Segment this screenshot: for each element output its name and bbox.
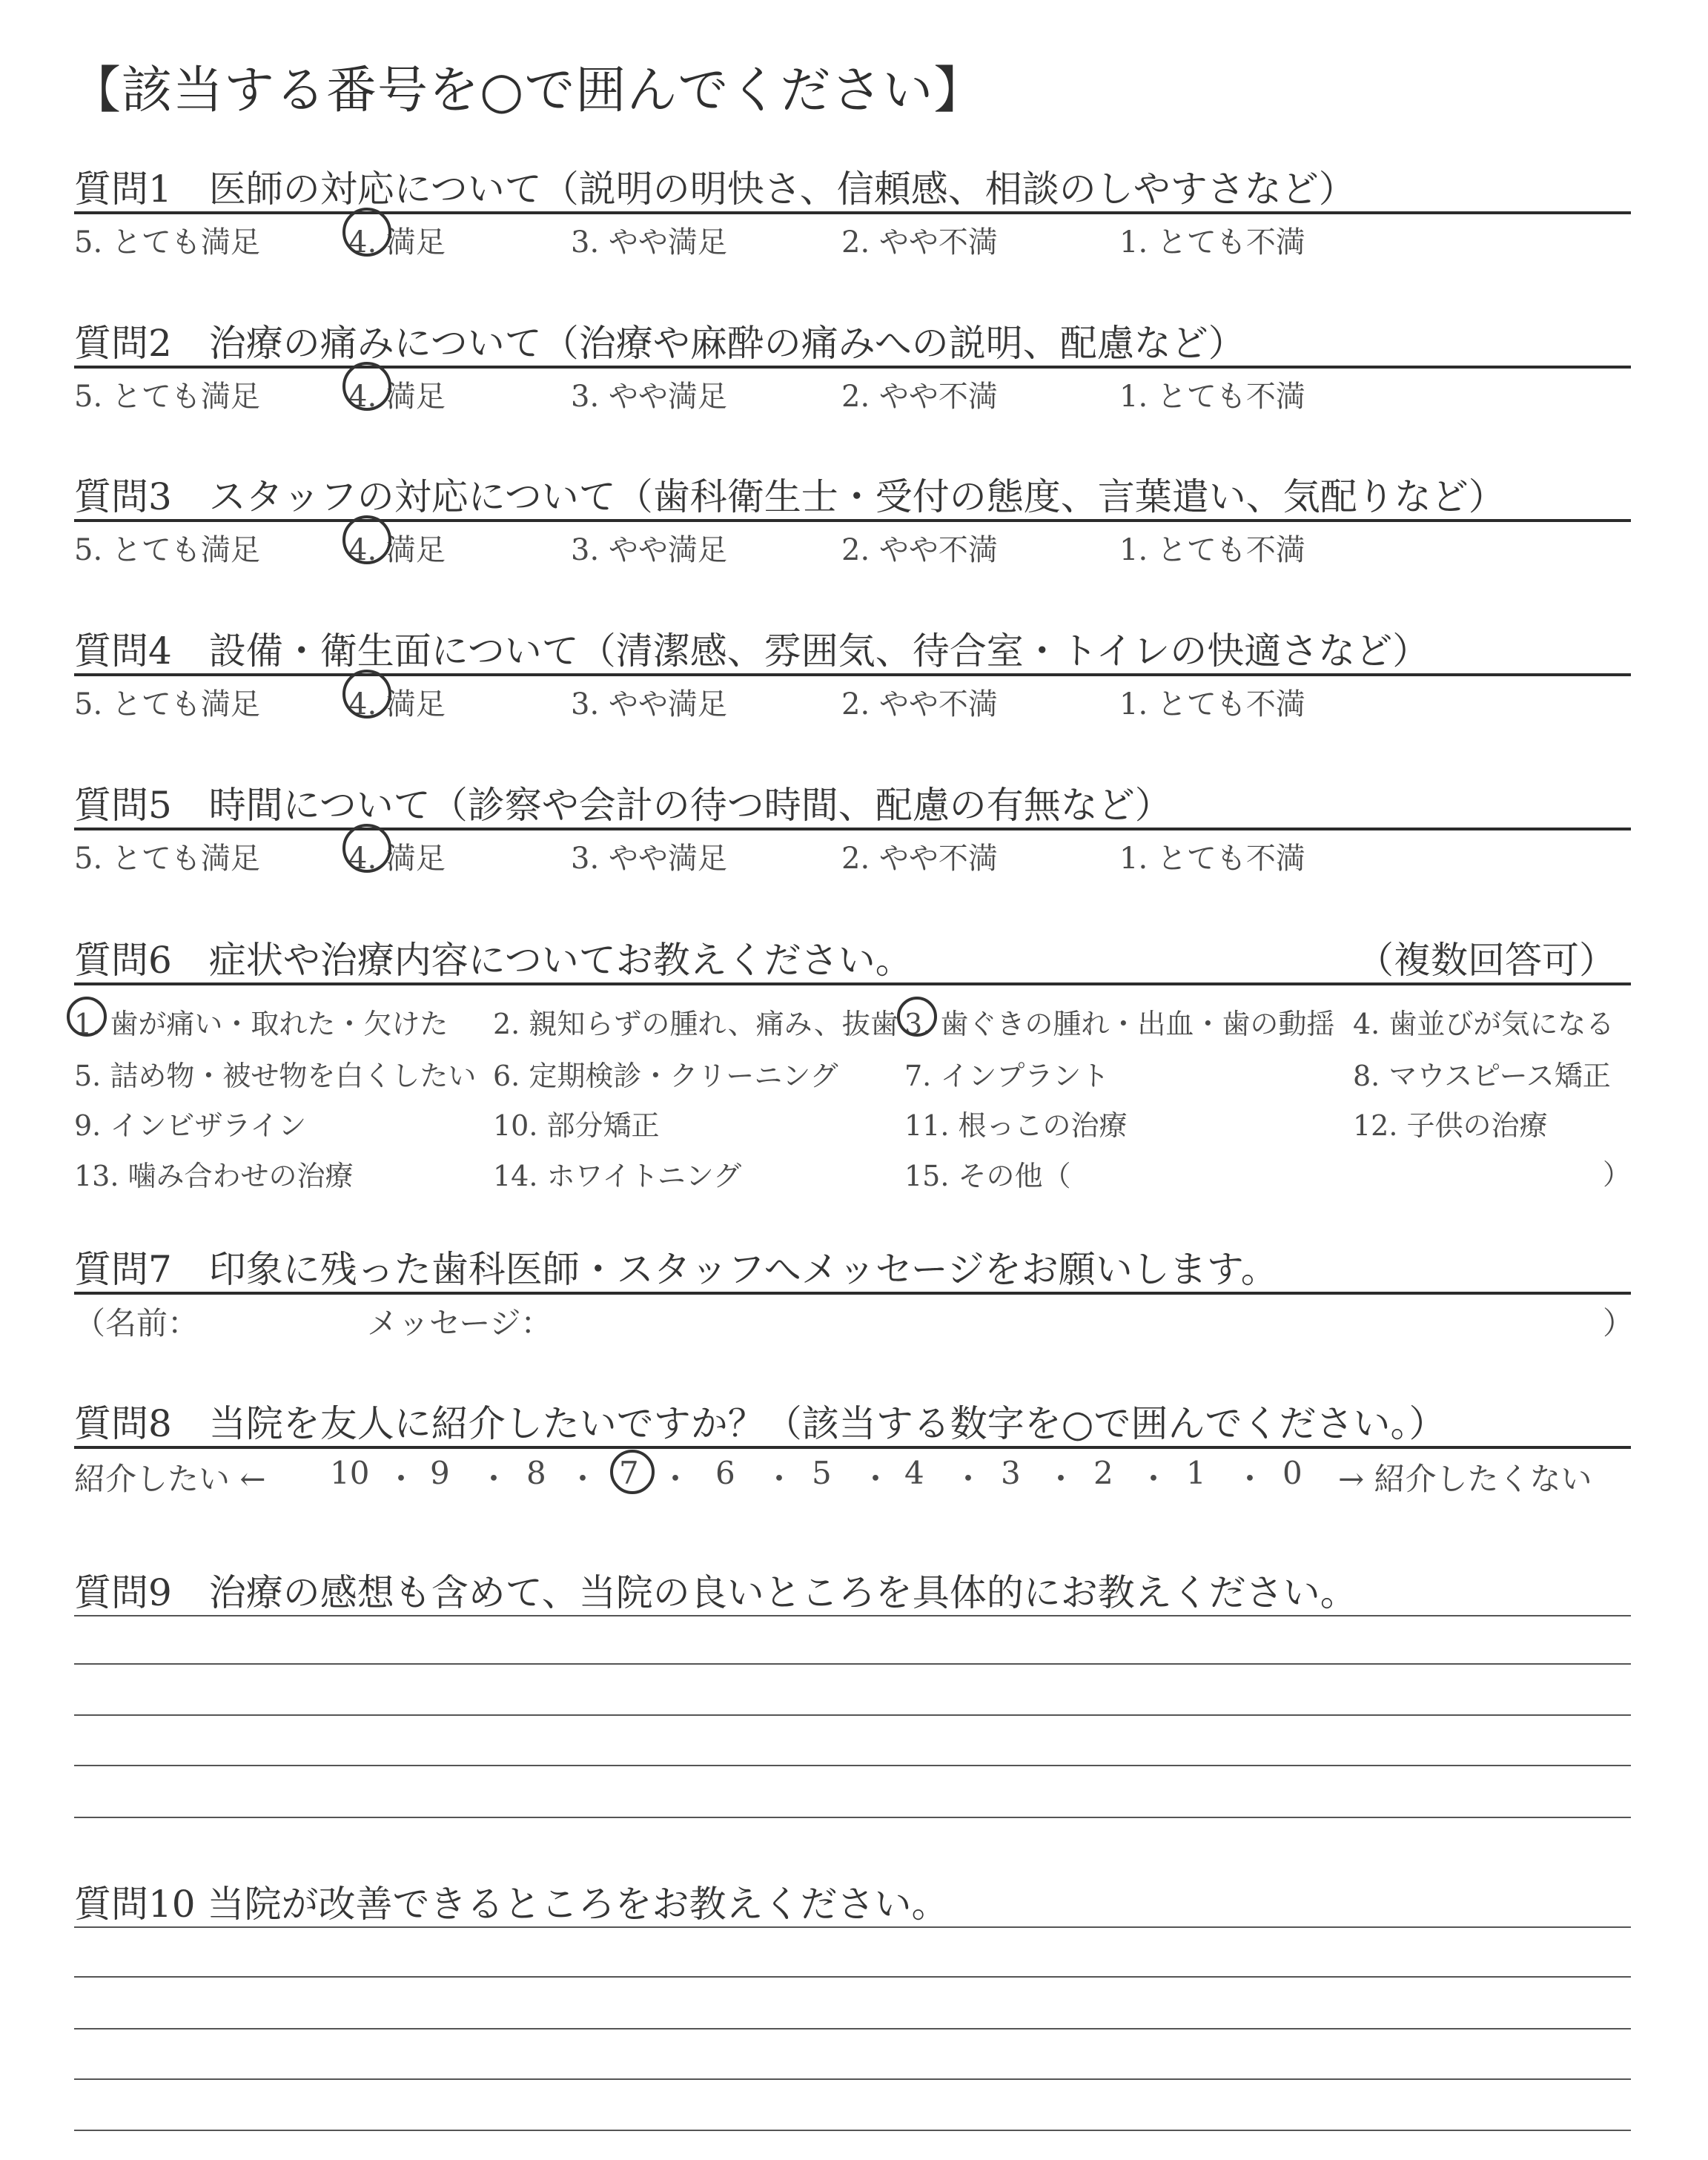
q8-right-label: → 紹介したくない bbox=[1338, 1461, 1592, 1497]
selection-circle bbox=[342, 515, 391, 564]
q5-option: 5. とても満足 bbox=[74, 842, 260, 876]
q6-option: 14. ホワイトニング bbox=[493, 1160, 742, 1192]
q2-option: 5. とても満足 bbox=[74, 380, 260, 414]
q9-answer-line bbox=[74, 1615, 1631, 1616]
q8-separator: ・ bbox=[860, 1461, 892, 1497]
q6-option: 4. 歯並びが気になる bbox=[1353, 1008, 1615, 1040]
q8-scale-number: 8 bbox=[526, 1455, 546, 1491]
selection-circle bbox=[897, 997, 937, 1037]
q6-title: 質問6 症状や治療内容についてお教えください。 bbox=[74, 939, 913, 982]
q8-scale-number: 2 bbox=[1093, 1455, 1113, 1491]
q8-scale-number: 7 bbox=[619, 1455, 639, 1491]
q8-separator: ・ bbox=[764, 1461, 795, 1497]
q10-answer-line bbox=[74, 1976, 1631, 1978]
q5-option: 4. 満足 bbox=[348, 842, 446, 876]
q8-scale-number: 5 bbox=[812, 1455, 832, 1491]
q3-option: 4. 満足 bbox=[348, 533, 446, 567]
selection-circle bbox=[342, 824, 391, 873]
q8-separator: ・ bbox=[953, 1461, 984, 1497]
q8-separator: ・ bbox=[1045, 1461, 1077, 1497]
q4-option: 5. とても満足 bbox=[74, 687, 260, 721]
q6-other-close: ） bbox=[1603, 1158, 1632, 1191]
q6-option: 3. 歯ぐきの腫れ・出血・歯の動揺 bbox=[904, 1008, 1335, 1040]
q4-option: 1. とても不満 bbox=[1119, 687, 1305, 721]
q4-rule bbox=[74, 673, 1631, 676]
q8-separator: ・ bbox=[1234, 1461, 1266, 1497]
q7-close: ） bbox=[1603, 1305, 1635, 1341]
q6-option: 9. インビザライン bbox=[74, 1109, 307, 1142]
q8-separator: ・ bbox=[1138, 1461, 1170, 1497]
q4-option: 2. やや不満 bbox=[841, 687, 998, 721]
q4-option: 3. やや満足 bbox=[571, 687, 727, 721]
q8-title: 質問8 当院を友人に紹介したいですか？（該当する数字を○で囲んでください。） bbox=[74, 1402, 1446, 1445]
q9-answer-line bbox=[74, 1765, 1631, 1766]
q1-option: 5. とても満足 bbox=[74, 225, 260, 260]
q8-separator: ・ bbox=[567, 1461, 599, 1497]
q8-separator: ・ bbox=[660, 1461, 692, 1497]
q6-option: 13. 噛み合わせの治療 bbox=[74, 1160, 354, 1192]
q9-answer-line bbox=[74, 1817, 1631, 1818]
q8-scale-number: 4 bbox=[904, 1455, 924, 1491]
q8-rule bbox=[74, 1446, 1631, 1449]
q5-rule bbox=[74, 828, 1631, 830]
q1-option: 1. とても不満 bbox=[1119, 225, 1305, 260]
q8-scale-number: 10 bbox=[330, 1455, 370, 1491]
selection-circle bbox=[610, 1450, 655, 1494]
q5-option: 2. やや不満 bbox=[841, 842, 998, 876]
q7-title: 質問7 印象に残った歯科医師・スタッフへメッセージをお願いします。 bbox=[74, 1248, 1278, 1291]
q1-rule bbox=[74, 211, 1631, 214]
q8-scale-number: 6 bbox=[715, 1455, 735, 1491]
q2-option: 2. やや不満 bbox=[841, 380, 998, 414]
q6-option: 1. 歯が痛い・取れた・欠けた bbox=[74, 1008, 448, 1040]
q3-option: 5. とても満足 bbox=[74, 533, 260, 567]
q8-scale-number: 3 bbox=[1001, 1455, 1021, 1491]
q5-title: 質問5 時間について（診察や会計の待つ時間、配慮の有無など） bbox=[74, 784, 1172, 827]
q2-option: 3. やや満足 bbox=[571, 380, 727, 414]
q8-scale-number: 1 bbox=[1186, 1455, 1206, 1491]
q6-option: 11. 根っこの治療 bbox=[904, 1109, 1128, 1142]
q6-option: 2. 親知らずの腫れ、痛み、抜歯 bbox=[493, 1008, 898, 1040]
q6-option: 7. インプラント bbox=[904, 1060, 1110, 1092]
page-title: 【該当する番号を○で囲んでください】 bbox=[70, 62, 985, 120]
q2-title: 質問2 治療の痛みについて（治療や麻酔の痛みへの説明、配慮など） bbox=[74, 322, 1245, 365]
q3-rule bbox=[74, 519, 1631, 522]
q9-answer-line bbox=[74, 1663, 1631, 1665]
q6-option: 15. その他（ bbox=[904, 1160, 1071, 1192]
q6-option: 5. 詰め物・被せ物を白くしたい bbox=[74, 1060, 477, 1092]
q2-rule bbox=[74, 366, 1631, 369]
q6-option: 10. 部分矯正 bbox=[493, 1109, 660, 1142]
q10-title: 質問10 当院が改善できるところをお教えください。 bbox=[74, 1883, 949, 1926]
q6-note: （複数回答可） bbox=[1357, 939, 1616, 982]
selection-circle bbox=[342, 670, 391, 719]
q3-option: 2. やや不満 bbox=[841, 533, 998, 567]
q6-option: 6. 定期検診・クリーニング bbox=[493, 1060, 838, 1092]
q5-option: 1. とても不満 bbox=[1119, 842, 1305, 876]
q3-title: 質問3 スタッフの対応について（歯科衛生士・受付の態度、言葉遣い、気配りなど） bbox=[74, 475, 1506, 518]
q10-answer-line bbox=[74, 2028, 1631, 2029]
q6-option: 12. 子供の治療 bbox=[1353, 1109, 1548, 1142]
q1-option: 4. 満足 bbox=[348, 225, 446, 260]
q1-title: 質問1 医師の対応について（説明の明快さ、信頼感、相談のしやすさなど） bbox=[74, 168, 1356, 211]
q2-option: 4. 満足 bbox=[348, 380, 446, 414]
q9-answer-line bbox=[74, 1714, 1631, 1716]
selection-circle bbox=[67, 997, 107, 1037]
q8-left-label: 紹介したい ← bbox=[74, 1461, 266, 1497]
q7-rule bbox=[74, 1292, 1631, 1295]
q3-option: 3. やや満足 bbox=[571, 533, 727, 567]
q2-option: 1. とても不満 bbox=[1119, 380, 1305, 414]
q3-option: 1. とても不満 bbox=[1119, 533, 1305, 567]
q1-option: 3. やや満足 bbox=[571, 225, 727, 260]
q8-separator: ・ bbox=[385, 1461, 417, 1497]
q7-name-label: （名前： bbox=[74, 1305, 199, 1341]
q7-message-label: メッセージ： bbox=[367, 1305, 552, 1341]
q10-answer-line bbox=[74, 2130, 1631, 2131]
q6-rule bbox=[74, 982, 1631, 985]
q8-scale-number: 9 bbox=[430, 1455, 450, 1491]
q4-title: 質問4 設備・衛生面について（清潔感、雰囲気、待合室・トイレの快適さなど） bbox=[74, 630, 1430, 673]
q8-separator: ・ bbox=[478, 1461, 510, 1497]
q1-option: 2. やや不満 bbox=[841, 225, 998, 260]
selection-circle bbox=[342, 208, 391, 257]
q9-title: 質問9 治療の感想も含めて、当院の良いところを具体的にお教えください。 bbox=[74, 1571, 1357, 1614]
q10-answer-line bbox=[74, 2078, 1631, 2080]
q5-option: 3. やや満足 bbox=[571, 842, 727, 876]
q6-option: 8. マウスピース矯正 bbox=[1353, 1060, 1611, 1092]
selection-circle bbox=[342, 362, 391, 411]
q10-answer-line bbox=[74, 1926, 1631, 1928]
q8-scale-number: 0 bbox=[1282, 1455, 1302, 1491]
q4-option: 4. 満足 bbox=[348, 687, 446, 721]
